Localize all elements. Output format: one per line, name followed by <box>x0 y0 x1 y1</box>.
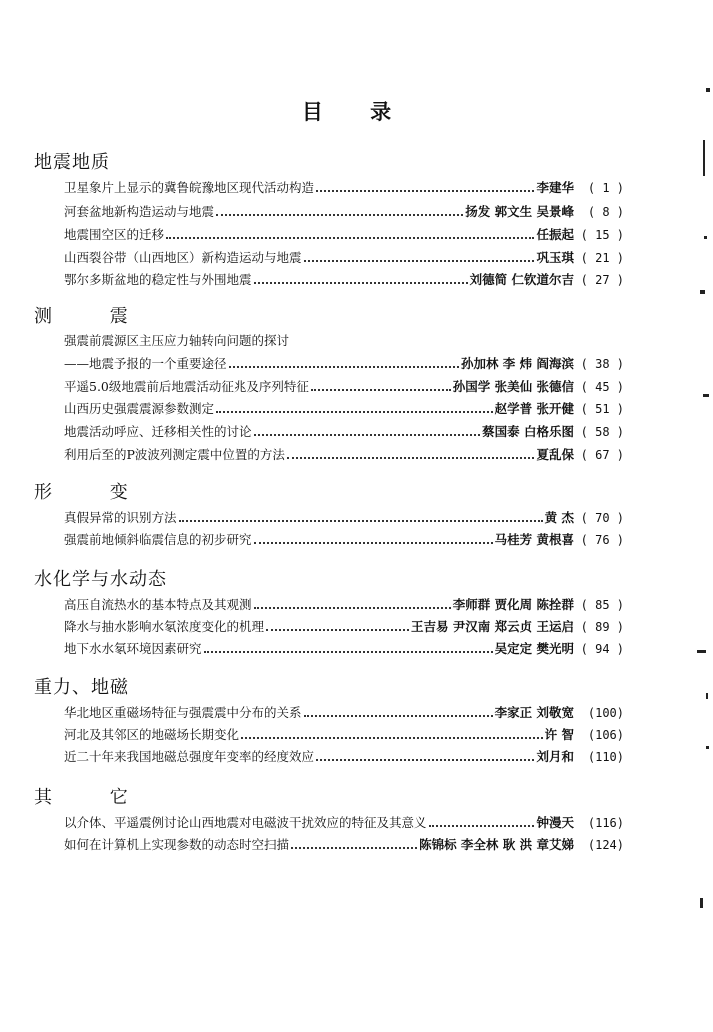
entry-subtitle: ——地震予报的一个重要途径 <box>64 356 227 371</box>
entry-authors: 刘月和 <box>536 749 574 764</box>
toc-entry[interactable] <box>64 749 624 765</box>
section-heading: 形 变 <box>34 482 154 503</box>
entry-authors: 孙加林 李 炜 阎海滨 <box>460 356 574 371</box>
entry-page: ( 1 ) <box>587 181 624 195</box>
toc-entry[interactable] <box>64 204 624 220</box>
scan-speck <box>703 394 709 397</box>
dot-leader <box>316 759 534 761</box>
section-heading: 水化学与水动态 <box>34 569 167 590</box>
entry-title: 强震前震源区主压应力轴转向问题的探讨 <box>64 333 290 348</box>
dot-leader <box>166 237 534 239</box>
section-heading: 地震地质 <box>34 152 110 173</box>
entry-page: ( 45 ) <box>580 380 624 394</box>
entry-title: 卫星象片上显示的冀鲁皖豫地区现代活动构造 <box>64 180 315 195</box>
entry-title: 降水与抽水影响水氡浓度变化的机理 <box>64 619 265 634</box>
entry-page: (116) <box>587 816 624 830</box>
toc-entry[interactable] <box>64 424 624 440</box>
toc-entry[interactable] <box>64 510 624 526</box>
dot-leader <box>266 629 409 631</box>
toc-entry[interactable] <box>64 641 624 657</box>
entry-page: ( 8 ) <box>587 205 624 219</box>
entry-title: 高压自流热水的基本特点及其观测 <box>64 597 252 612</box>
entry-title: 真假异常的识别方法 <box>64 510 177 525</box>
entry-title: 地下水水氡环境因素研究 <box>64 641 202 656</box>
page-title: 目 录 <box>301 99 412 124</box>
dot-leader <box>287 457 535 459</box>
entry-title: 地震围空区的迁移 <box>64 227 165 242</box>
entry-authors: 孙国学 张美仙 张德信 <box>452 379 574 394</box>
toc-entry[interactable] <box>64 272 624 288</box>
entry-authors: 李家正 刘敬宽 <box>494 705 574 720</box>
toc-entry[interactable] <box>64 727 624 743</box>
entry-authors: 刘德简 仁钦道尔吉 <box>469 272 574 287</box>
entry-authors: 钟漫天 <box>536 815 574 830</box>
toc-entry[interactable] <box>64 250 624 266</box>
entry-title: 山西历史强震震源参数测定 <box>64 401 215 416</box>
entry-page: ( 94 ) <box>580 642 624 656</box>
entry-authors: 夏乱保 <box>536 447 574 462</box>
dot-leader <box>216 411 493 413</box>
entry-page: ( 51 ) <box>580 402 624 416</box>
entry-page: ( 76 ) <box>580 533 624 547</box>
entry-title: 山西裂谷带（山西地区）新构造运动与地震 <box>64 250 302 265</box>
entry-page: ( 85 ) <box>580 598 624 612</box>
entry-page: ( 21 ) <box>580 251 624 265</box>
scan-speck <box>704 236 707 239</box>
toc-entry[interactable] <box>64 597 624 613</box>
entry-authors: 黄 杰 <box>544 510 574 525</box>
entry-title: 平遥5.0级地震前后地震活动征兆及序列特征 <box>64 379 309 394</box>
entry-authors: 李师群 贾化周 陈拴群 <box>452 597 574 612</box>
dot-leader <box>304 260 535 262</box>
scan-speck <box>697 650 706 653</box>
entry-title: 如何在计算机上实现参数的动态时空扫描 <box>64 837 290 852</box>
entry-page: ( 70 ) <box>580 511 624 525</box>
scan-speck <box>700 898 703 908</box>
scan-speck <box>706 88 710 92</box>
toc-entry[interactable] <box>64 447 624 463</box>
entry-page: (124) <box>587 838 624 852</box>
entry-title: 河北及其邻区的地磁场长期变化 <box>64 727 240 742</box>
entry-title: 华北地区重磁场特征与强震震中分布的关系 <box>64 705 302 720</box>
toc-entry[interactable] <box>64 837 624 853</box>
section-heading: 测 震 <box>34 306 154 327</box>
toc-entry[interactable] <box>64 227 624 243</box>
scan-speck <box>700 290 705 294</box>
entry-authors: 许 智 <box>544 727 574 742</box>
entry-title: 近二十年来我国地磁总强度年变率的经度效应 <box>64 749 315 764</box>
dot-leader <box>204 651 493 653</box>
entry-page: (106) <box>587 728 624 742</box>
entry-authors: 陈锦标 李全林 耿 洪 章艾娣 <box>419 837 574 852</box>
entry-authors: 扬发 郭文生 吴景峰 <box>465 204 574 219</box>
dot-leader <box>254 542 493 544</box>
toc-entry[interactable] <box>64 619 624 635</box>
toc-entry[interactable] <box>64 379 624 395</box>
dot-leader <box>304 715 493 717</box>
entry-authors: 李建华 <box>536 180 574 195</box>
entry-authors: 王吉易 尹汉南 郑云贞 王运启 <box>410 619 574 634</box>
entry-page: ( 38 ) <box>580 357 624 371</box>
dot-leader <box>216 214 463 216</box>
entry-page: (100) <box>587 706 624 720</box>
dot-leader <box>254 282 468 284</box>
dot-leader <box>254 607 451 609</box>
entry-page: ( 58 ) <box>580 425 624 439</box>
toc-entry-title-line[interactable] <box>64 333 624 349</box>
dot-leader <box>291 847 417 849</box>
entry-page: ( 89 ) <box>580 620 624 634</box>
entry-authors: 任振起 <box>536 227 574 242</box>
entry-page: (110) <box>587 750 624 764</box>
dot-leader <box>311 389 451 391</box>
scan-speck <box>703 140 705 176</box>
entry-page: ( 15 ) <box>580 228 624 242</box>
toc-entry[interactable] <box>64 705 624 721</box>
entry-page: ( 27 ) <box>580 273 624 287</box>
entry-title: 强震前地倾斜临震信息的初步研究 <box>64 532 252 547</box>
dot-leader <box>241 737 543 739</box>
entry-title: 利用后至的P波波列测定震中位置的方法 <box>64 447 285 462</box>
entry-authors: 巩玉琪 <box>536 250 574 265</box>
entry-authors: 马桂芳 黄根喜 <box>494 532 574 547</box>
dot-leader <box>429 825 535 827</box>
scan-speck <box>706 746 709 749</box>
toc-entry[interactable] <box>64 401 624 417</box>
entry-title: 河套盆地新构造运动与地震 <box>64 204 215 219</box>
entry-title: 地震活动呼应、迁移相关性的讨论 <box>64 424 252 439</box>
entry-authors: 赵学普 张开健 <box>494 401 574 416</box>
scan-speck <box>706 693 708 699</box>
toc-entry[interactable] <box>64 180 624 196</box>
dot-leader <box>316 190 534 192</box>
entry-title: 以介体、平遥震例讨论山西地震对电磁波干扰效应的特征及其意义 <box>64 815 427 830</box>
dot-leader <box>254 434 481 436</box>
entry-authors: 吴定定 樊光明 <box>494 641 574 656</box>
entry-page: ( 67 ) <box>580 448 624 462</box>
dot-leader <box>179 520 543 522</box>
section-heading: 其 它 <box>34 787 154 808</box>
dot-leader <box>229 366 459 368</box>
entry-title: 鄂尔多斯盆地的稳定性与外围地震 <box>64 272 252 287</box>
toc-entry[interactable] <box>64 532 624 548</box>
toc-entry[interactable] <box>64 815 624 831</box>
entry-authors: 蔡国泰 白格乐图 <box>482 424 574 439</box>
toc-entry[interactable] <box>64 356 624 372</box>
section-heading: 重力、地磁 <box>34 677 129 698</box>
